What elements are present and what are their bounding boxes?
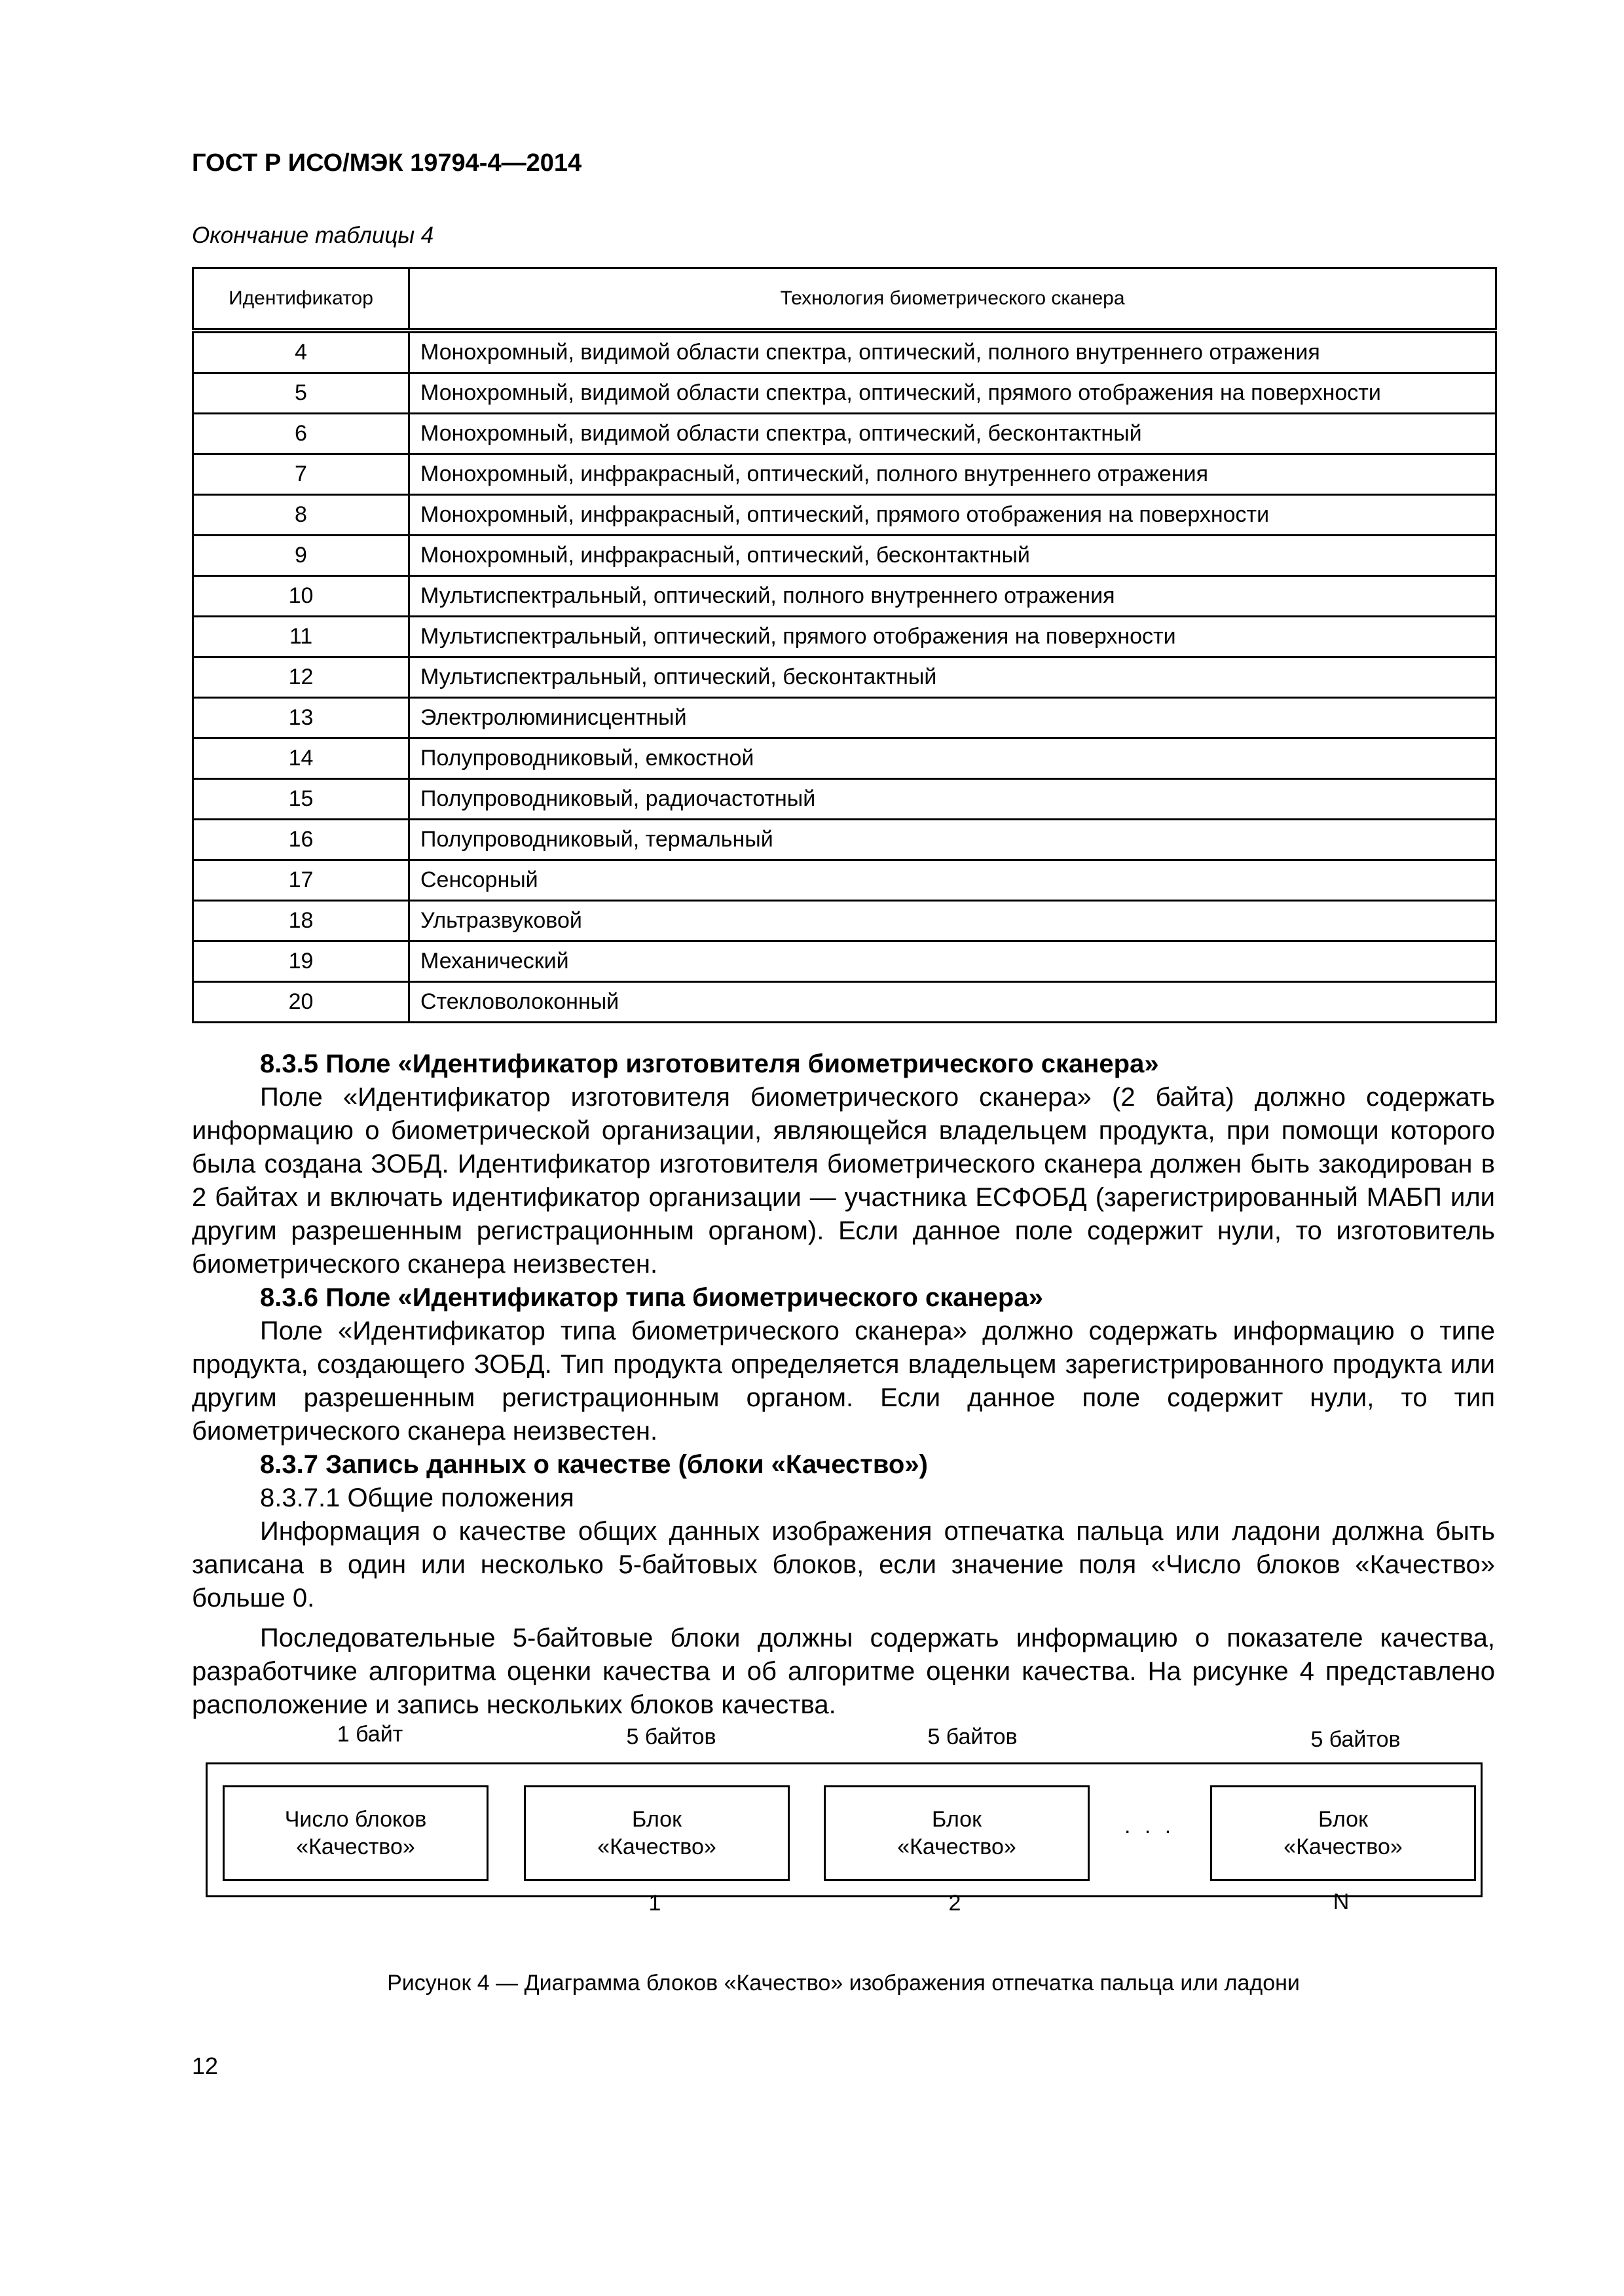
scanner-id-cell: 5: [193, 373, 409, 414]
section-heading-8-3-7: 8.3.7 Запись данных о качестве (блоки «Качество»): [260, 1450, 928, 1479]
scanner-technology-cell: Стекловолоконный: [409, 982, 1496, 1023]
scanner-technology-cell: Сенсорный: [409, 860, 1496, 901]
scanner-technology-cell: Электролюминисцентный: [409, 698, 1496, 738]
table-row: [193, 373, 1496, 414]
page-number: 12: [192, 2052, 219, 2079]
scanner-technology-cell: Полупроводниковый, радиочастотный: [409, 779, 1496, 820]
quality-block-2-line2: «Качество»: [897, 1834, 1016, 1859]
table-row: [193, 657, 1496, 698]
quality-block-n-line1: Блок: [1318, 1807, 1368, 1832]
table-row: [193, 698, 1496, 738]
scanner-technology-cell: Монохромный, инфракрасный, оптический, полного внутреннего отражения: [409, 454, 1496, 495]
table-row: [193, 536, 1496, 576]
scanner-technology-cell: Монохромный, видимой области спектра, оптический, прямого отображения на поверхности: [409, 373, 1496, 414]
quality-block-1-line2: «Качество»: [597, 1834, 716, 1859]
scanner-technology-cell: Монохромный, инфракрасный, оптический, прямого отображения на поверхности: [409, 495, 1496, 536]
table-row: [193, 901, 1496, 941]
size-label-block-1: 5 байтов: [626, 1724, 716, 1749]
table-row: [193, 331, 1496, 373]
scanner-technology-cell: Мультиспектральный, оптический, полного внутреннего отражения: [409, 576, 1496, 617]
scanner-technology-cell: Монохромный, видимой области спектра, оптический, бесконтактный: [409, 414, 1496, 454]
scanner-id-cell: 13: [193, 698, 409, 738]
index-label-2: 2: [948, 1891, 961, 1916]
paragraph-8-3-5: Поле «Идентификатор изготовителя биометрического сканера» (2 байта) должно содержать информацию о биометрической организации, являющейся владельцем продукта, при помощи которого была создана ЗОБД. Идентификатор изготовителя биометрического сканера должен быть закодирован в 2 байтах и включать идентификатор организации — участника ЕСФОБД (зарегистрированный МАБП или другим разрешенным регистрационным органом). Если данное поле содержит нули, то изготовитель биометрического сканера неизвестен.: [192, 1083, 1495, 1279]
section-heading-8-3-5: 8.3.5 Поле «Идентификатор изготовителя биометрического сканера»: [260, 1049, 1159, 1078]
table-row: [193, 738, 1496, 779]
quality-blocks-diagram: [203, 1722, 1486, 1918]
scanner-id-cell: 10: [193, 576, 409, 617]
size-label-block-2: 5 байтов: [927, 1724, 1018, 1749]
scanner-id-cell: 6: [193, 414, 409, 454]
column-header-technology: Технология биометрического сканера: [409, 268, 1496, 331]
scanner-technology-cell: Полупроводниковый, емкостной: [409, 738, 1496, 779]
scanner-id-cell: 4: [193, 331, 409, 373]
subsection-heading-8-3-7-1: 8.3.7.1 Общие положения: [260, 1484, 574, 1512]
table-row: [193, 414, 1496, 454]
scanner-id-cell: 9: [193, 536, 409, 576]
scanner-technology-cell: Полупроводниковый, термальный: [409, 820, 1496, 860]
scanner-technology-cell: Ультразвуковой: [409, 901, 1496, 941]
scanner-technology-cell: Монохромный, видимой области спектра, оптический, полного внутреннего отражения: [409, 331, 1496, 373]
column-header-id: Идентификатор: [193, 268, 409, 331]
table-caption: Окончание таблицы 4: [192, 223, 434, 248]
table-row: [193, 941, 1496, 982]
ellipsis: . . .: [1124, 1813, 1175, 1838]
quality-block-n-line2: «Качество»: [1283, 1834, 1403, 1859]
scanner-id-cell: 17: [193, 860, 409, 901]
scanner-id-cell: 20: [193, 982, 409, 1023]
scanner-id-cell: 12: [193, 657, 409, 698]
table-row: [193, 779, 1496, 820]
table-header-row: [193, 268, 1496, 331]
section-heading-8-3-6: 8.3.6 Поле «Идентификатор типа биометрического сканера»: [260, 1283, 1043, 1312]
scanner-id-cell: 8: [193, 495, 409, 536]
scanner-technology-table: [192, 267, 1497, 1023]
quality-block-2-line1: Блок: [932, 1807, 982, 1832]
scanner-id-cell: 11: [193, 617, 409, 657]
table-body: [193, 331, 1496, 1023]
table-row: [193, 820, 1496, 860]
table-row: [193, 617, 1496, 657]
scanner-technology-cell: Монохромный, инфракрасный, оптический, бесконтактный: [409, 536, 1496, 576]
quality-block-2: [824, 1785, 1090, 1881]
index-label-1: 1: [648, 1891, 661, 1916]
quality-block-n: [1210, 1785, 1476, 1881]
paragraph-8-3-7-1-a: Информация о качестве общих данных изображения отпечатка пальца или ладони должна быть записана в один или несколько 5-байтовых блоков, если значение поля «Число блоков «Качество» больше 0.: [192, 1517, 1495, 1613]
count-block-line2: «Качество»: [296, 1834, 415, 1859]
scanner-id-cell: 19: [193, 941, 409, 982]
scanner-id-cell: 7: [193, 454, 409, 495]
table-row: [193, 495, 1496, 536]
scanner-technology-cell: Мультиспектральный, оптический, прямого отображения на поверхности: [409, 617, 1496, 657]
table-row: [193, 454, 1496, 495]
size-label-count: 1 байт: [337, 1722, 403, 1747]
count-block: [223, 1785, 489, 1881]
paragraph-8-3-6: Поле «Идентификатор типа биометрического сканера» должно содержать информацию о типе продукта, создающего ЗОБД. Тип продукта определяется владельцем зарегистрированного продукта или другим разрешенным регистрационным органом. Если данное поле содержит нули, то тип биометрического сканера неизвестен.: [192, 1317, 1495, 1446]
size-label-block-n: 5 байтов: [1310, 1727, 1401, 1752]
table-row: [193, 982, 1496, 1023]
scanner-id-cell: 14: [193, 738, 409, 779]
index-label-n: N: [1333, 1889, 1350, 1914]
scanner-id-cell: 16: [193, 820, 409, 860]
document-header: ГОСТ Р ИСО/МЭК 19794-4—2014: [192, 149, 582, 177]
figure-caption: Рисунок 4 — Диаграмма блоков «Качество» изображения отпечатка пальца или ладони: [387, 1971, 1300, 1995]
scanner-id-cell: 18: [193, 901, 409, 941]
table-row: [193, 576, 1496, 617]
body-text: [192, 1048, 1495, 1722]
scanner-id-cell: 15: [193, 779, 409, 820]
table-row: [193, 860, 1496, 901]
scanner-technology-cell: Механический: [409, 941, 1496, 982]
scanner-technology-cell: Мультиспектральный, оптический, бесконтактный: [409, 657, 1496, 698]
quality-block-1-line1: Блок: [632, 1807, 682, 1832]
paragraph-8-3-7-1-b: Последовательные 5-байтовые блоки должны содержать информацию о показателе качества, разработчике алгоритма оценки качества и об алгоритме оценки качества. На рисунке 4 представлено расположение и запись нескольких блоков качества.: [192, 1624, 1495, 1719]
quality-block-1: [524, 1785, 790, 1881]
count-block-line1: Число блоков: [284, 1807, 427, 1832]
